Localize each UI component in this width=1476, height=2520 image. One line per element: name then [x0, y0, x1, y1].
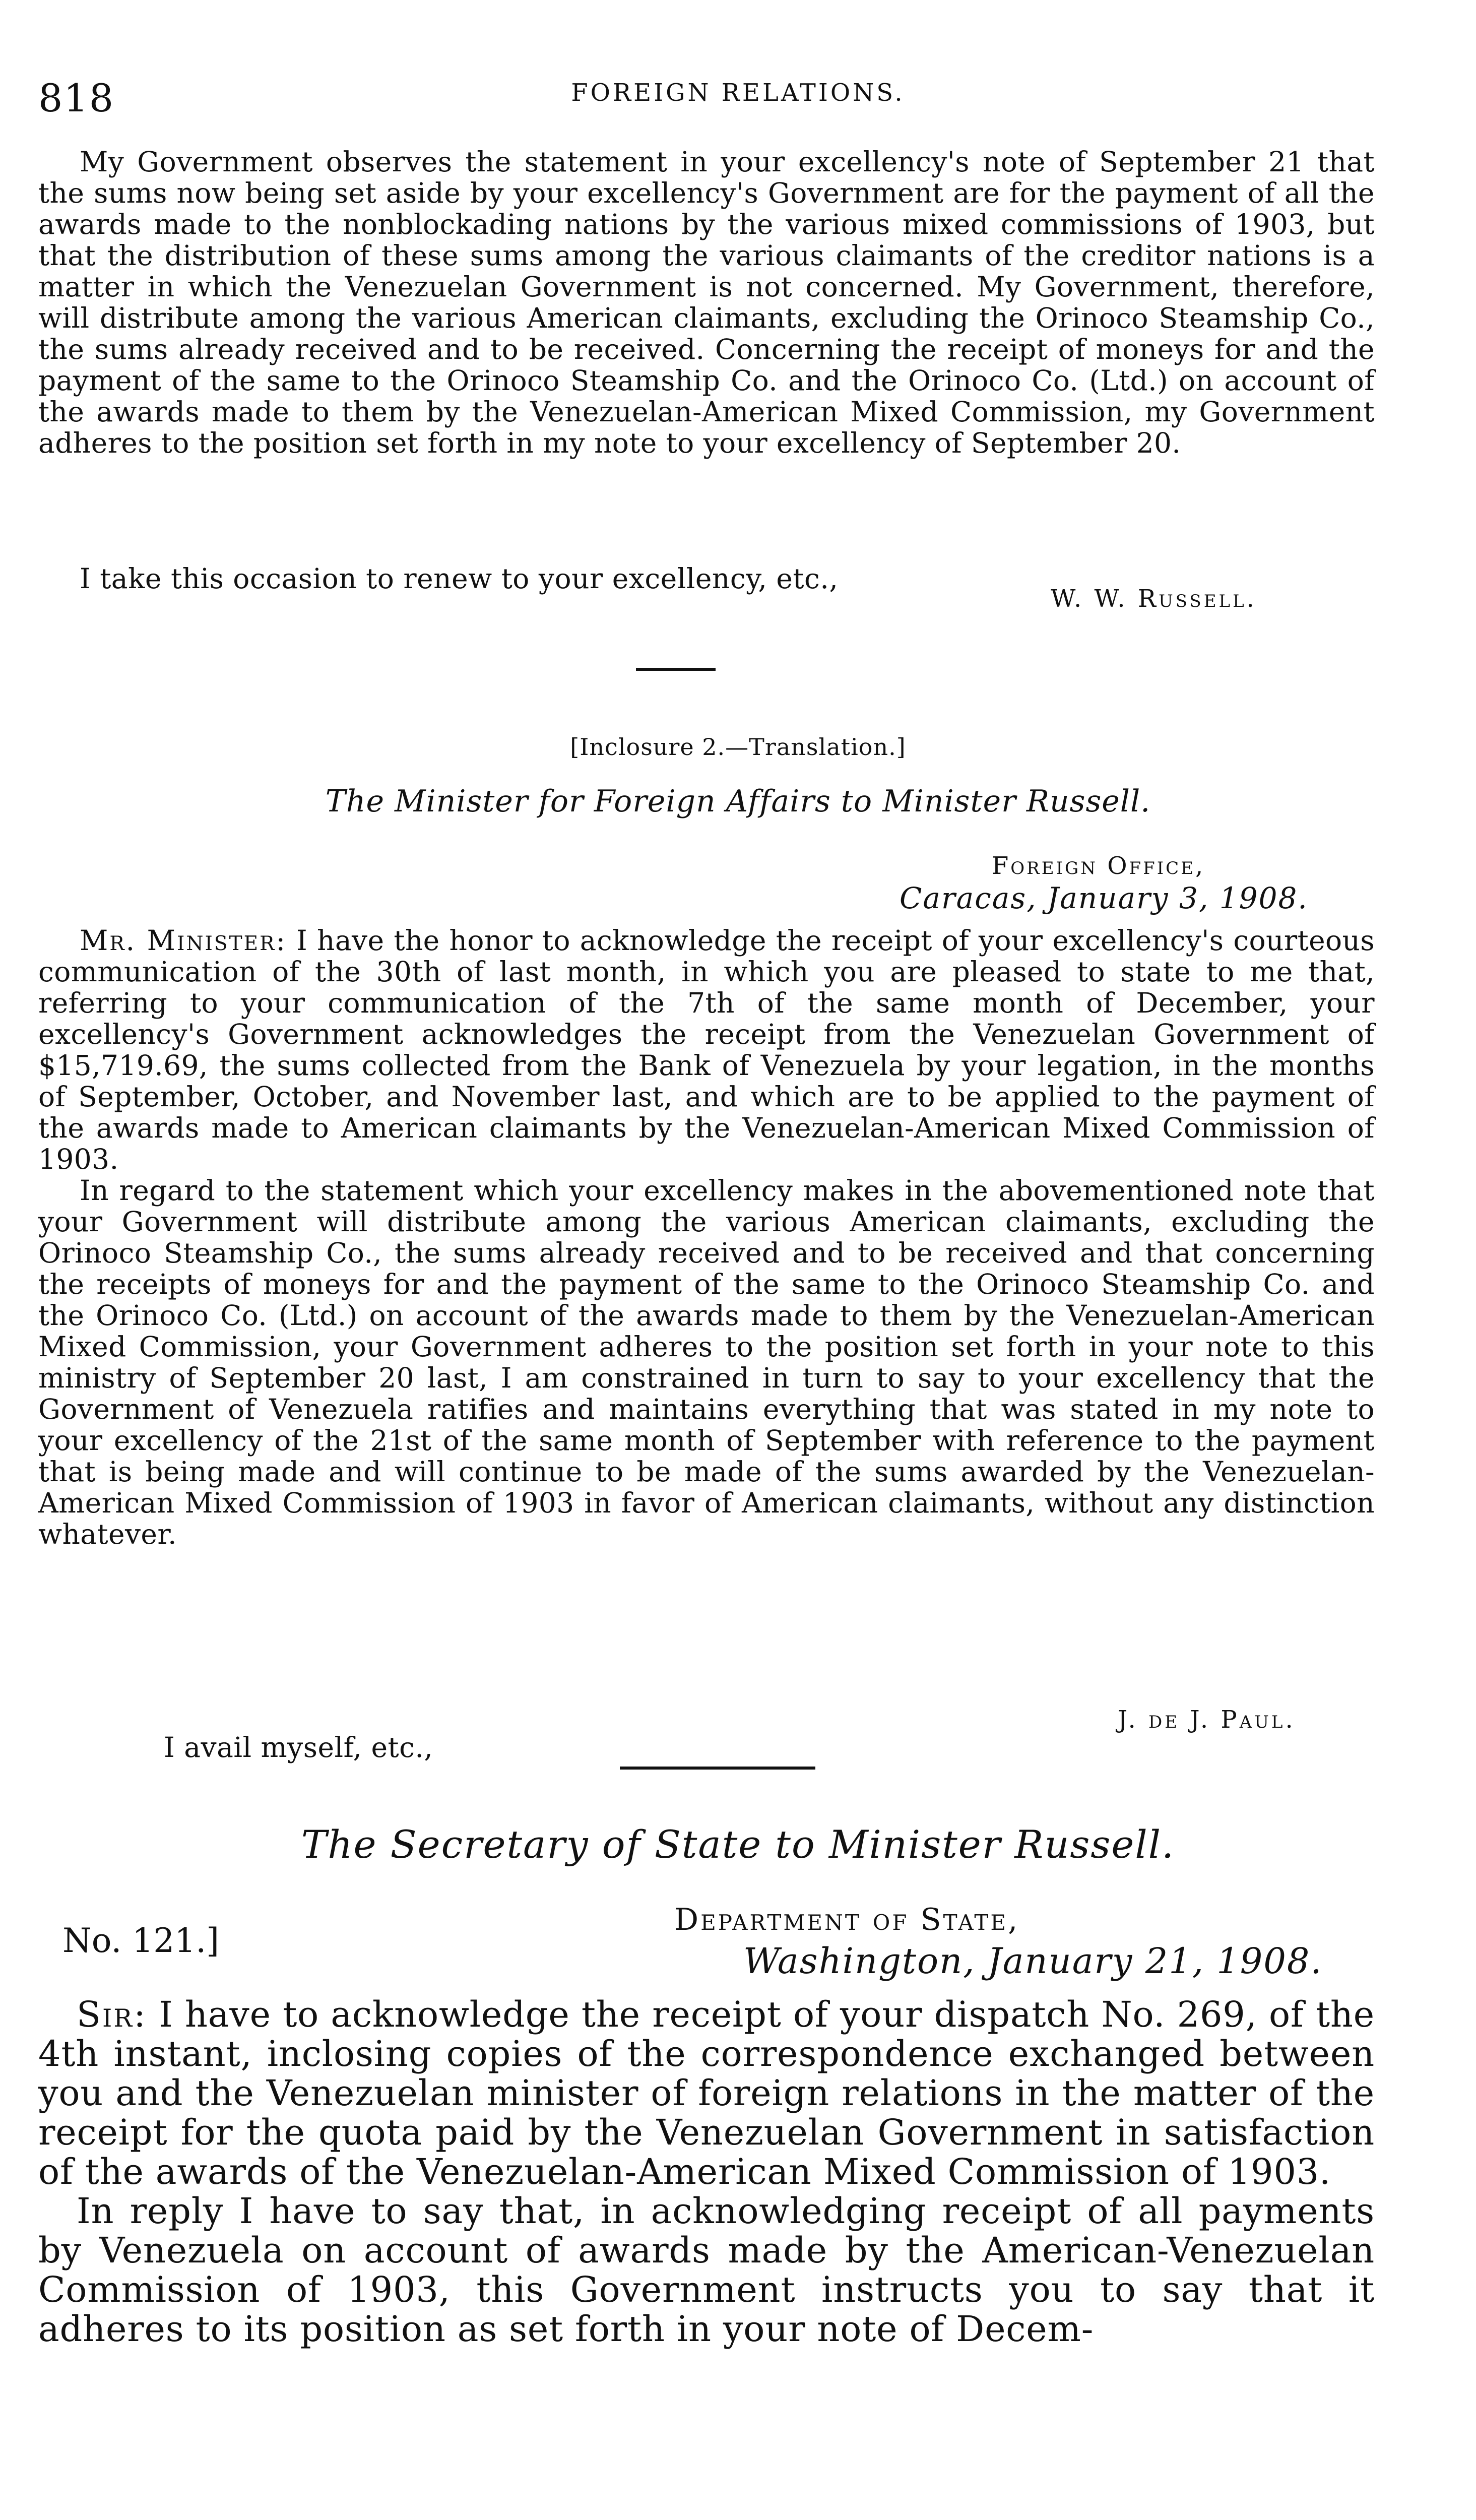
letter1-signature: W. W. Russell. — [1051, 585, 1257, 613]
letter2-date: Caracas, January 3, 1908. — [900, 881, 1308, 915]
section-divider — [620, 1767, 815, 1770]
section-divider — [636, 668, 716, 671]
letter3-paragraph-1-text: I have to acknowledge the receipt of your dispatch No. 269, of the 4th instant, inclosing copies of the correspondence exchanged between you and the Venezuelan minister of foreign relations in the matter of the receipt for the quota paid by the Venezuelan Government in satisfaction of the awards of the Venezuelan-American Mixed Commission of 1903. — [38, 1994, 1375, 2192]
letter2-salutation: Mr. Minister: — [80, 924, 287, 957]
letter2-paragraph-2: In regard to the statement which your excellency makes in the abovementioned note that your Government will distribute among the various American claimants, excluding the Orinoco Steamship Co., the sums already received and to be received and that concerning the receipts of moneys for and the payment of the same to the Orinoco Steamship Co. and the Orinoco Co. (Ltd.) on account of the awards made to them by the Venezuelan-American Mixed Commission, your Government adheres to the position set forth in your note to this ministry of September 20 last, I am constrained in turn to say to your excellency that the Government of Venezuela ratifies and maintains everything that was stated in my note to your excellency of the 21st of the same month of September with reference to the payment that is being made and will continue to be made of the sums awarded by the Venezuelan-American Mixed Commission of 1903 in favor of American claimants, without any distinction whatever. — [38, 1174, 1375, 1550]
letter3-salutation: Sir: — [77, 1994, 147, 2035]
letter2-heading: The Minister for Foreign Affairs to Minister Russell. — [325, 784, 1151, 819]
dispatch-number: No. 121.] — [62, 1921, 219, 1960]
letter2-paragraph-1-text: I have the honor to acknowledge the receipt of your excellency's courteous communication of the 30th of last month, in which you are pleased to state to me that, referring to your communication of the 7th of the same month of December, your excellency's Government acknowledges the receipt from the Venezuelan Government of $15,719.69, the sums collected from the Bank of Venezuela by your legation, in the months of September, October, and November last, and which are to be applied to the payment of the awards made to American claimants by the Venezuelan-American Mixed Commission of 1903. — [38, 924, 1375, 1175]
letter3-paragraph-2: In reply I have to say that, in acknowledging receipt of all payments by Venezuela on account of awards made by the American-Venezuelan Commission of 1903, this Government instructs you to say that it adheres to its position as set forth in your note of Decem- — [38, 2190, 1375, 2350]
letter2-signature: J. de J. Paul. — [1118, 1706, 1296, 1734]
letter2-paragraph-1 — [38, 925, 1375, 1175]
letter3-heading: The Secretary of State to Minister Russell. — [301, 1822, 1175, 1867]
letter1-body — [38, 146, 1375, 459]
inclosure-label: [Inclosure 2.—Translation.] — [570, 733, 906, 761]
letter2-body — [38, 925, 1375, 1550]
page-number: 818 — [38, 76, 115, 120]
letter3-place: Department of State, — [674, 1902, 1020, 1937]
letter1-paragraph: My Government observes the statement in your excellency's note of September 21 that the sums now being set aside by your excellency's Government are for the payment of all the awards made to the nonblockading nations by the various mixed commissions of 1903, but that the distribution of these sums among the various claimants of the creditor nations is a matter in which the Venezuelan Government is not concerned. My Government, therefore, will distribute among the various American claimants, excluding the Orinoco Steamship Co., the sums already received and to be received. Concerning the receipt of moneys for and the payment of the same to the Orinoco Steamship Co. and the Orinoco Co. (Ltd.) on account of the awards made to them by the Venezuelan-American Mixed Commission, my Government adheres to the position set forth in my note to your excellency of September 20. — [38, 146, 1375, 459]
running-head: FOREIGN RELATIONS. — [571, 79, 905, 107]
letter3-paragraph-1 — [38, 1995, 1375, 2191]
letter2-place: Foreign Office, — [992, 852, 1205, 880]
letter2-closing: I avail myself, etc., — [164, 1731, 433, 1763]
letter1-closing: I take this occasion to renew to your excellency, etc., — [80, 562, 839, 595]
letter3-body — [38, 1995, 1375, 2349]
letter3-date: Washington, January 21, 1908. — [743, 1940, 1323, 1982]
